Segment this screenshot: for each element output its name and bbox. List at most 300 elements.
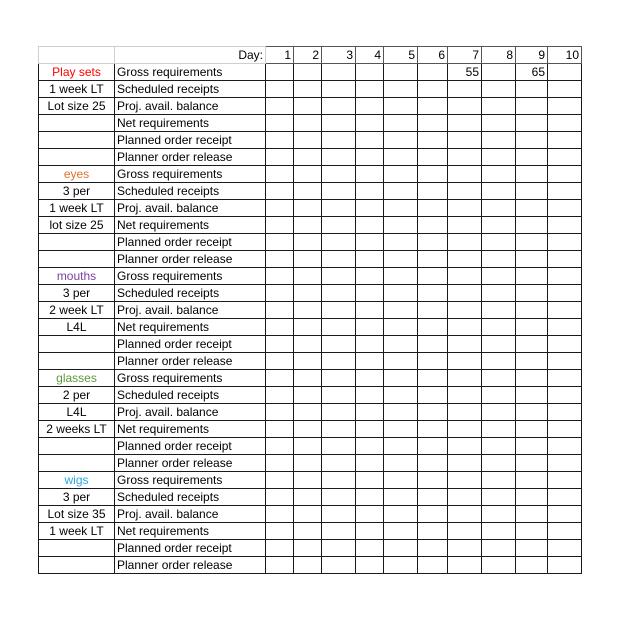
period-cell[interactable] xyxy=(322,370,356,387)
period-cell[interactable] xyxy=(448,166,482,183)
period-cell[interactable] xyxy=(516,200,548,217)
period-cell[interactable] xyxy=(448,438,482,455)
period-cell[interactable] xyxy=(482,183,516,200)
period-cell[interactable] xyxy=(356,234,384,251)
period-cell[interactable] xyxy=(548,523,582,540)
period-cell[interactable] xyxy=(516,540,548,557)
period-cell[interactable] xyxy=(482,438,516,455)
period-cell[interactable] xyxy=(482,557,516,574)
period-cell[interactable] xyxy=(448,336,482,353)
period-cell[interactable] xyxy=(548,268,582,285)
period-cell[interactable] xyxy=(482,404,516,421)
period-cell[interactable] xyxy=(356,506,384,523)
period-cell[interactable] xyxy=(418,285,448,302)
period-cell[interactable] xyxy=(448,387,482,404)
period-cell[interactable] xyxy=(266,115,294,132)
period-cell[interactable] xyxy=(548,132,582,149)
period-cell[interactable] xyxy=(322,234,356,251)
period-cell[interactable] xyxy=(418,149,448,166)
period-cell[interactable] xyxy=(356,523,384,540)
period-cell[interactable] xyxy=(448,234,482,251)
period-cell[interactable] xyxy=(356,319,384,336)
period-cell[interactable] xyxy=(384,285,418,302)
period-cell[interactable] xyxy=(356,540,384,557)
period-cell[interactable] xyxy=(448,370,482,387)
period-cell[interactable] xyxy=(548,472,582,489)
period-cell[interactable] xyxy=(356,98,384,115)
period-cell[interactable] xyxy=(266,506,294,523)
period-cell[interactable] xyxy=(322,200,356,217)
period-cell[interactable] xyxy=(266,234,294,251)
period-cell[interactable] xyxy=(356,217,384,234)
period-cell[interactable] xyxy=(294,183,322,200)
period-cell[interactable] xyxy=(448,523,482,540)
period-cell[interactable] xyxy=(516,234,548,251)
period-cell[interactable] xyxy=(322,81,356,98)
period-cell[interactable] xyxy=(384,506,418,523)
period-cell[interactable] xyxy=(384,455,418,472)
period-cell[interactable] xyxy=(548,98,582,115)
period-cell[interactable] xyxy=(448,302,482,319)
period-cell[interactable] xyxy=(266,149,294,166)
period-cell[interactable] xyxy=(384,166,418,183)
period-cell[interactable] xyxy=(516,353,548,370)
period-cell[interactable] xyxy=(482,353,516,370)
period-cell[interactable] xyxy=(448,115,482,132)
period-cell[interactable] xyxy=(448,489,482,506)
period-cell[interactable] xyxy=(418,132,448,149)
period-cell[interactable] xyxy=(294,268,322,285)
period-cell[interactable] xyxy=(322,319,356,336)
period-cell[interactable] xyxy=(548,557,582,574)
period-cell[interactable] xyxy=(322,523,356,540)
period-cell[interactable] xyxy=(418,472,448,489)
period-cell[interactable] xyxy=(356,455,384,472)
period-cell[interactable] xyxy=(294,387,322,404)
period-cell[interactable] xyxy=(266,421,294,438)
period-cell[interactable] xyxy=(294,438,322,455)
period-cell[interactable] xyxy=(516,455,548,472)
period-cell[interactable] xyxy=(482,98,516,115)
period-cell[interactable] xyxy=(356,251,384,268)
period-cell[interactable] xyxy=(356,149,384,166)
period-cell[interactable] xyxy=(516,98,548,115)
period-cell[interactable] xyxy=(384,251,418,268)
period-cell[interactable] xyxy=(322,183,356,200)
period-cell[interactable] xyxy=(294,132,322,149)
period-cell[interactable] xyxy=(482,132,516,149)
period-cell[interactable] xyxy=(322,64,356,81)
period-cell[interactable] xyxy=(448,404,482,421)
period-cell[interactable] xyxy=(548,370,582,387)
period-cell[interactable] xyxy=(384,336,418,353)
period-cell[interactable] xyxy=(384,319,418,336)
period-cell[interactable] xyxy=(266,81,294,98)
period-cell[interactable] xyxy=(418,234,448,251)
period-cell[interactable] xyxy=(448,149,482,166)
period-cell[interactable] xyxy=(294,353,322,370)
period-cell[interactable] xyxy=(322,132,356,149)
period-cell[interactable] xyxy=(266,523,294,540)
period-cell[interactable] xyxy=(516,268,548,285)
period-cell[interactable] xyxy=(322,455,356,472)
period-cell[interactable] xyxy=(294,489,322,506)
period-cell[interactable] xyxy=(516,115,548,132)
period-cell[interactable] xyxy=(294,302,322,319)
period-cell[interactable] xyxy=(418,438,448,455)
period-cell[interactable] xyxy=(266,98,294,115)
period-cell[interactable] xyxy=(322,166,356,183)
period-cell[interactable] xyxy=(384,132,418,149)
period-cell[interactable] xyxy=(418,268,448,285)
period-cell[interactable] xyxy=(548,200,582,217)
period-cell[interactable] xyxy=(548,353,582,370)
period-cell[interactable] xyxy=(266,370,294,387)
period-cell[interactable] xyxy=(548,438,582,455)
period-cell[interactable] xyxy=(418,421,448,438)
period-cell[interactable] xyxy=(384,98,418,115)
period-cell[interactable] xyxy=(356,81,384,98)
period-cell[interactable] xyxy=(356,166,384,183)
period-cell[interactable] xyxy=(418,251,448,268)
period-cell[interactable] xyxy=(356,302,384,319)
period-cell[interactable] xyxy=(516,302,548,319)
period-cell[interactable] xyxy=(482,251,516,268)
period-cell[interactable] xyxy=(516,472,548,489)
period-cell[interactable] xyxy=(482,217,516,234)
period-cell[interactable] xyxy=(294,540,322,557)
period-cell[interactable] xyxy=(294,217,322,234)
period-cell[interactable] xyxy=(418,353,448,370)
period-cell[interactable] xyxy=(548,506,582,523)
period-cell[interactable] xyxy=(418,166,448,183)
period-cell[interactable] xyxy=(384,64,418,81)
period-cell[interactable] xyxy=(322,472,356,489)
period-cell[interactable] xyxy=(448,472,482,489)
period-cell[interactable] xyxy=(548,302,582,319)
period-cell[interactable] xyxy=(516,404,548,421)
period-cell[interactable] xyxy=(356,472,384,489)
period-cell[interactable] xyxy=(548,540,582,557)
period-cell[interactable] xyxy=(548,404,582,421)
period-cell[interactable] xyxy=(294,149,322,166)
period-cell[interactable] xyxy=(266,353,294,370)
period-cell[interactable] xyxy=(356,438,384,455)
period-cell[interactable] xyxy=(322,421,356,438)
period-cell[interactable] xyxy=(384,217,418,234)
period-cell[interactable] xyxy=(322,285,356,302)
period-cell[interactable] xyxy=(418,404,448,421)
period-cell[interactable] xyxy=(294,200,322,217)
period-cell[interactable] xyxy=(548,217,582,234)
period-cell[interactable] xyxy=(482,234,516,251)
period-cell[interactable] xyxy=(322,404,356,421)
period-cell[interactable] xyxy=(322,387,356,404)
period-cell[interactable] xyxy=(482,506,516,523)
period-cell[interactable] xyxy=(294,115,322,132)
period-cell[interactable] xyxy=(294,166,322,183)
period-cell[interactable] xyxy=(482,302,516,319)
period-cell[interactable] xyxy=(322,353,356,370)
period-cell[interactable] xyxy=(418,115,448,132)
period-cell[interactable] xyxy=(384,523,418,540)
period-cell[interactable] xyxy=(448,98,482,115)
period-cell[interactable]: 55 xyxy=(448,64,482,81)
period-cell[interactable] xyxy=(482,540,516,557)
period-cell[interactable] xyxy=(482,421,516,438)
period-cell[interactable] xyxy=(322,217,356,234)
period-cell[interactable] xyxy=(548,285,582,302)
period-cell[interactable] xyxy=(294,64,322,81)
period-cell[interactable] xyxy=(482,115,516,132)
period-cell[interactable] xyxy=(322,506,356,523)
period-cell[interactable] xyxy=(448,319,482,336)
period-cell[interactable] xyxy=(356,421,384,438)
period-cell[interactable] xyxy=(482,64,516,81)
period-cell[interactable] xyxy=(548,149,582,166)
period-cell[interactable] xyxy=(266,319,294,336)
period-cell[interactable] xyxy=(482,268,516,285)
period-cell[interactable] xyxy=(548,64,582,81)
period-cell[interactable] xyxy=(448,285,482,302)
period-cell[interactable] xyxy=(548,489,582,506)
period-cell[interactable] xyxy=(384,200,418,217)
period-cell[interactable] xyxy=(482,285,516,302)
period-cell[interactable] xyxy=(516,489,548,506)
period-cell[interactable] xyxy=(418,387,448,404)
period-cell[interactable] xyxy=(482,149,516,166)
period-cell[interactable] xyxy=(266,438,294,455)
period-cell[interactable] xyxy=(294,472,322,489)
period-cell[interactable] xyxy=(418,557,448,574)
period-cell[interactable] xyxy=(356,268,384,285)
period-cell[interactable] xyxy=(516,183,548,200)
period-cell[interactable] xyxy=(482,319,516,336)
period-cell[interactable] xyxy=(482,472,516,489)
period-cell[interactable] xyxy=(418,319,448,336)
period-cell[interactable] xyxy=(418,81,448,98)
period-cell[interactable] xyxy=(482,336,516,353)
period-cell[interactable] xyxy=(384,472,418,489)
period-cell[interactable] xyxy=(294,319,322,336)
period-cell[interactable] xyxy=(294,557,322,574)
period-cell[interactable] xyxy=(266,251,294,268)
period-cell[interactable] xyxy=(516,387,548,404)
period-cell[interactable] xyxy=(448,353,482,370)
period-cell[interactable] xyxy=(266,200,294,217)
period-cell[interactable] xyxy=(266,557,294,574)
period-cell[interactable] xyxy=(516,438,548,455)
period-cell[interactable] xyxy=(384,438,418,455)
period-cell[interactable] xyxy=(418,489,448,506)
period-cell[interactable] xyxy=(418,370,448,387)
period-cell[interactable] xyxy=(548,115,582,132)
period-cell[interactable] xyxy=(448,132,482,149)
period-cell[interactable] xyxy=(516,523,548,540)
period-cell[interactable] xyxy=(448,217,482,234)
period-cell[interactable] xyxy=(356,200,384,217)
period-cell[interactable] xyxy=(482,166,516,183)
period-cell[interactable] xyxy=(482,455,516,472)
period-cell[interactable] xyxy=(294,336,322,353)
period-cell[interactable] xyxy=(384,302,418,319)
period-cell[interactable] xyxy=(448,506,482,523)
period-cell[interactable] xyxy=(418,506,448,523)
period-cell[interactable] xyxy=(516,370,548,387)
period-cell[interactable] xyxy=(384,421,418,438)
period-cell[interactable] xyxy=(516,166,548,183)
period-cell[interactable] xyxy=(322,98,356,115)
period-cell[interactable] xyxy=(266,217,294,234)
period-cell[interactable] xyxy=(356,132,384,149)
period-cell[interactable] xyxy=(548,387,582,404)
period-cell[interactable] xyxy=(384,387,418,404)
period-cell[interactable] xyxy=(384,540,418,557)
period-cell[interactable] xyxy=(266,285,294,302)
period-cell[interactable] xyxy=(356,353,384,370)
period-cell[interactable] xyxy=(266,455,294,472)
period-cell[interactable] xyxy=(548,234,582,251)
period-cell[interactable] xyxy=(418,200,448,217)
period-cell[interactable] xyxy=(482,370,516,387)
period-cell[interactable] xyxy=(266,302,294,319)
period-cell[interactable] xyxy=(294,81,322,98)
period-cell[interactable] xyxy=(516,506,548,523)
period-cell[interactable] xyxy=(418,98,448,115)
period-cell[interactable] xyxy=(322,268,356,285)
period-cell[interactable] xyxy=(356,336,384,353)
period-cell[interactable] xyxy=(266,472,294,489)
period-cell[interactable] xyxy=(294,370,322,387)
period-cell[interactable] xyxy=(266,183,294,200)
period-cell[interactable] xyxy=(384,353,418,370)
period-cell[interactable] xyxy=(482,523,516,540)
period-cell[interactable] xyxy=(266,540,294,557)
period-cell[interactable] xyxy=(448,540,482,557)
period-cell[interactable] xyxy=(516,557,548,574)
period-cell[interactable] xyxy=(448,251,482,268)
period-cell[interactable] xyxy=(294,98,322,115)
period-cell[interactable] xyxy=(266,268,294,285)
period-cell[interactable] xyxy=(266,336,294,353)
period-cell[interactable] xyxy=(356,64,384,81)
period-cell[interactable] xyxy=(356,404,384,421)
period-cell[interactable] xyxy=(266,387,294,404)
period-cell[interactable] xyxy=(384,268,418,285)
period-cell[interactable] xyxy=(322,557,356,574)
period-cell[interactable] xyxy=(516,149,548,166)
period-cell[interactable] xyxy=(294,251,322,268)
period-cell[interactable] xyxy=(548,81,582,98)
period-cell[interactable] xyxy=(322,540,356,557)
period-cell[interactable] xyxy=(294,506,322,523)
period-cell[interactable] xyxy=(418,455,448,472)
period-cell[interactable] xyxy=(322,115,356,132)
period-cell[interactable] xyxy=(418,540,448,557)
period-cell[interactable] xyxy=(418,64,448,81)
period-cell[interactable] xyxy=(548,319,582,336)
period-cell[interactable] xyxy=(384,557,418,574)
period-cell[interactable] xyxy=(418,183,448,200)
period-cell[interactable] xyxy=(418,336,448,353)
period-cell[interactable] xyxy=(548,183,582,200)
period-cell[interactable] xyxy=(448,268,482,285)
period-cell[interactable] xyxy=(322,438,356,455)
period-cell[interactable] xyxy=(384,81,418,98)
period-cell[interactable] xyxy=(384,370,418,387)
period-cell[interactable] xyxy=(384,489,418,506)
period-cell[interactable] xyxy=(384,115,418,132)
period-cell[interactable] xyxy=(266,64,294,81)
period-cell[interactable] xyxy=(516,81,548,98)
period-cell[interactable] xyxy=(384,183,418,200)
period-cell[interactable] xyxy=(356,115,384,132)
period-cell[interactable] xyxy=(356,370,384,387)
period-cell[interactable] xyxy=(294,455,322,472)
period-cell[interactable] xyxy=(448,421,482,438)
period-cell[interactable] xyxy=(516,336,548,353)
period-cell[interactable] xyxy=(294,523,322,540)
period-cell[interactable] xyxy=(516,251,548,268)
period-cell[interactable] xyxy=(356,557,384,574)
period-cell[interactable] xyxy=(482,200,516,217)
period-cell[interactable] xyxy=(448,81,482,98)
period-cell[interactable] xyxy=(356,285,384,302)
period-cell[interactable] xyxy=(384,404,418,421)
period-cell[interactable] xyxy=(322,302,356,319)
period-cell[interactable] xyxy=(418,302,448,319)
period-cell[interactable] xyxy=(448,183,482,200)
period-cell[interactable] xyxy=(266,404,294,421)
period-cell[interactable]: 65 xyxy=(516,64,548,81)
period-cell[interactable] xyxy=(356,183,384,200)
period-cell[interactable] xyxy=(322,336,356,353)
period-cell[interactable] xyxy=(448,455,482,472)
period-cell[interactable] xyxy=(516,319,548,336)
period-cell[interactable] xyxy=(548,455,582,472)
period-cell[interactable] xyxy=(482,387,516,404)
period-cell[interactable] xyxy=(482,81,516,98)
period-cell[interactable] xyxy=(294,285,322,302)
period-cell[interactable] xyxy=(266,489,294,506)
period-cell[interactable] xyxy=(516,217,548,234)
period-cell[interactable] xyxy=(548,336,582,353)
period-cell[interactable] xyxy=(548,421,582,438)
period-cell[interactable] xyxy=(322,149,356,166)
period-cell[interactable] xyxy=(294,234,322,251)
period-cell[interactable] xyxy=(516,132,548,149)
period-cell[interactable] xyxy=(322,251,356,268)
period-cell[interactable] xyxy=(266,166,294,183)
period-cell[interactable] xyxy=(548,166,582,183)
period-cell[interactable] xyxy=(294,404,322,421)
period-cell[interactable] xyxy=(322,489,356,506)
period-cell[interactable] xyxy=(418,217,448,234)
period-cell[interactable] xyxy=(384,149,418,166)
period-cell[interactable] xyxy=(548,251,582,268)
period-cell[interactable] xyxy=(294,421,322,438)
period-cell[interactable] xyxy=(418,523,448,540)
period-cell[interactable] xyxy=(482,489,516,506)
period-cell[interactable] xyxy=(448,557,482,574)
period-cell[interactable] xyxy=(448,200,482,217)
period-cell[interactable] xyxy=(356,387,384,404)
period-cell[interactable] xyxy=(516,285,548,302)
period-cell[interactable] xyxy=(356,489,384,506)
period-cell[interactable] xyxy=(516,421,548,438)
period-cell[interactable] xyxy=(266,132,294,149)
period-cell[interactable] xyxy=(384,234,418,251)
